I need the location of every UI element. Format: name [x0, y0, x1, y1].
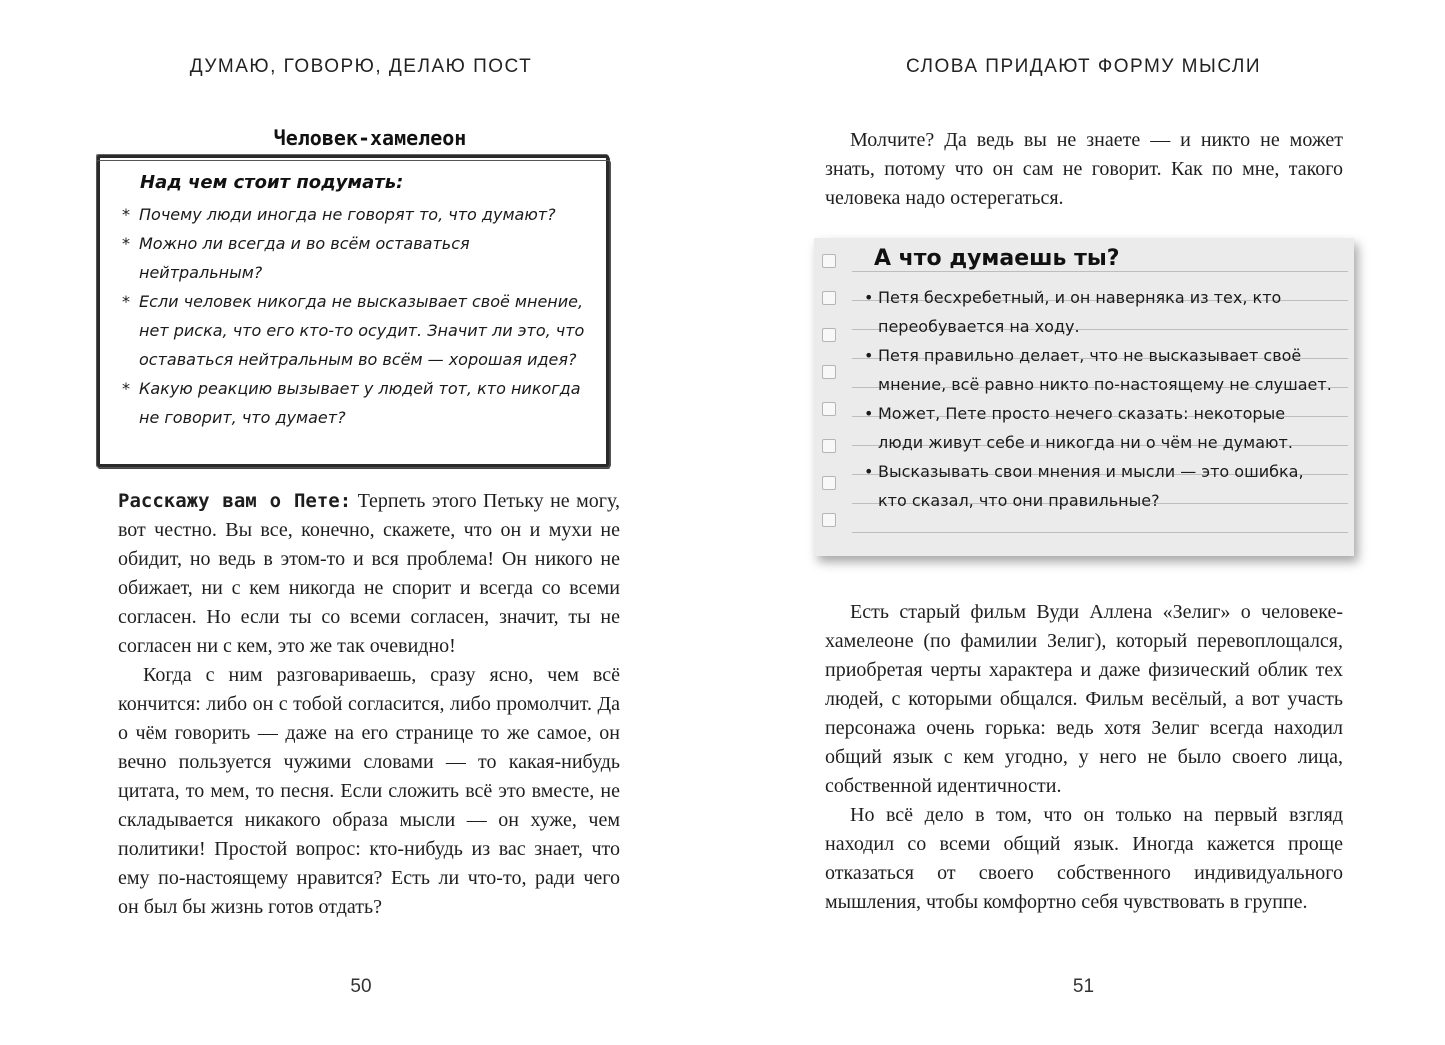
opinion-item: • Может, Пете просто нечего сказать: некоторые люди живут себе и никогда ни о чём не думают. [854, 399, 1334, 457]
opinion-item: • Петя бесхребетный, и он наверняка из тех, кто переобувается на ходу. [854, 283, 1334, 341]
binder-hole-icon [822, 254, 836, 268]
reflection-item: * Можно ли всегда и во всём оставаться нейтральным? [122, 229, 592, 287]
binder-hole-icon [822, 365, 836, 379]
page-number-right: 51 [1072, 976, 1095, 997]
left-page [0, 0, 722, 1045]
page-number-left: 50 [350, 976, 372, 997]
reflection-heading: Над чем стоит подумать: [140, 172, 404, 193]
reflection-item: * Какую реакцию вызывает у людей тот, кто никогда не говорит, что думает? [122, 374, 592, 432]
binder-hole-icon [822, 513, 836, 527]
paragraph: Есть старый фильм Вуди Аллена «Зелиг» о человеке-хамелеоне (по фамилии Зелиг), который перевоплощался, приобретая черты характера и даже физический облик тех людей, с которыми общался. Фильм весёлый, а вот участь персонажа очень горька: ведь хотя Зелиг всегда находил общий язык с кем угодно, у него не было своего лица, собственной идентичности. [825, 601, 1343, 797]
right-intro [825, 126, 1343, 213]
paragraph-text: Терпеть этого Петьку не могу, вот честно. Вы все, конечно, скажете, что он и мухи не обидит, но ведь в этом-то и вся проблема! Он никого не обижает, ни с кем никогда не спорит и всегда со всеми согласен. Но если ты со всеми согласен, значит, ты не согласен ни с кем, это же так очевидно! [118, 490, 620, 657]
right-page [722, 0, 1445, 1045]
opinion-item: • Высказывать свои мнения и мысли — это ошибка, кто сказал, что они правильные? [854, 457, 1334, 515]
box-title: Человек-хамелеон [273, 126, 467, 150]
opinion-item: • Петя правильно делает, что не высказывает своё мнение, всё равно никто по-настоящему не слушает. [854, 341, 1334, 399]
paragraph: Молчите? Да ведь вы не знаете — и никто не может знать, потому что он сам не говорит. Как по мне, такого человека надо остерегаться. [825, 129, 1343, 209]
paragraph: Когда с ним разговариваешь, сразу ясно, чем всё кончится: либо он с тобой согласится, либо промолчит. Да о чём говорить — даже на его странице то же самое, он вечно пользуется чужими словами — то какая-нибудь цитата, то мем, то песня. Если сложить всё это вместе, не складывается никакого образа мысли — он хуже, чем политики! Простой вопрос: кто-нибудь из вас знает, что ему по-настоящему нравится? Есть ли что-то, ради чего он был бы жизнь готов отдать? [118, 664, 620, 918]
opinion-list [854, 283, 1334, 515]
binder-hole-icon [822, 291, 836, 305]
running-head-right: СЛОВА ПРИДАЮТ ФОРМУ МЫСЛИ [905, 56, 1262, 77]
binder-hole-icon [822, 328, 836, 342]
running-head-left: ДУМАЮ, ГОВОРЮ, ДЕЛАЮ ПОСТ [189, 56, 533, 77]
binder-hole-icon [822, 402, 836, 416]
reflection-box [97, 155, 609, 467]
notepad-title: А что думаешь ты? [874, 246, 1120, 271]
right-body [825, 598, 1343, 917]
paragraph [118, 487, 620, 661]
binder-hole-icon [822, 439, 836, 453]
paragraph: Но всё дело в том, что он только на первый взгляд находил со всеми общий язык. Иногда кажется проще отказаться от своего собственного индивидуального мышления, чтобы комфортно себя чувствовать в группе. [825, 804, 1343, 913]
binder-hole-icon [822, 476, 836, 490]
paragraph-lead: Расскажу вам о Пете: [118, 490, 352, 512]
notepad-card [814, 238, 1354, 556]
reflection-item: * Почему люди иногда не говорят то, что думают? [122, 200, 592, 229]
left-body [118, 487, 620, 922]
reflection-item: * Если человек никогда не высказывает своё мнение, нет риска, что его кто-то осудит. Значит ли это, что оставаться нейтральным во всём — хорошая идея? [122, 287, 592, 374]
reflection-list [122, 200, 592, 432]
